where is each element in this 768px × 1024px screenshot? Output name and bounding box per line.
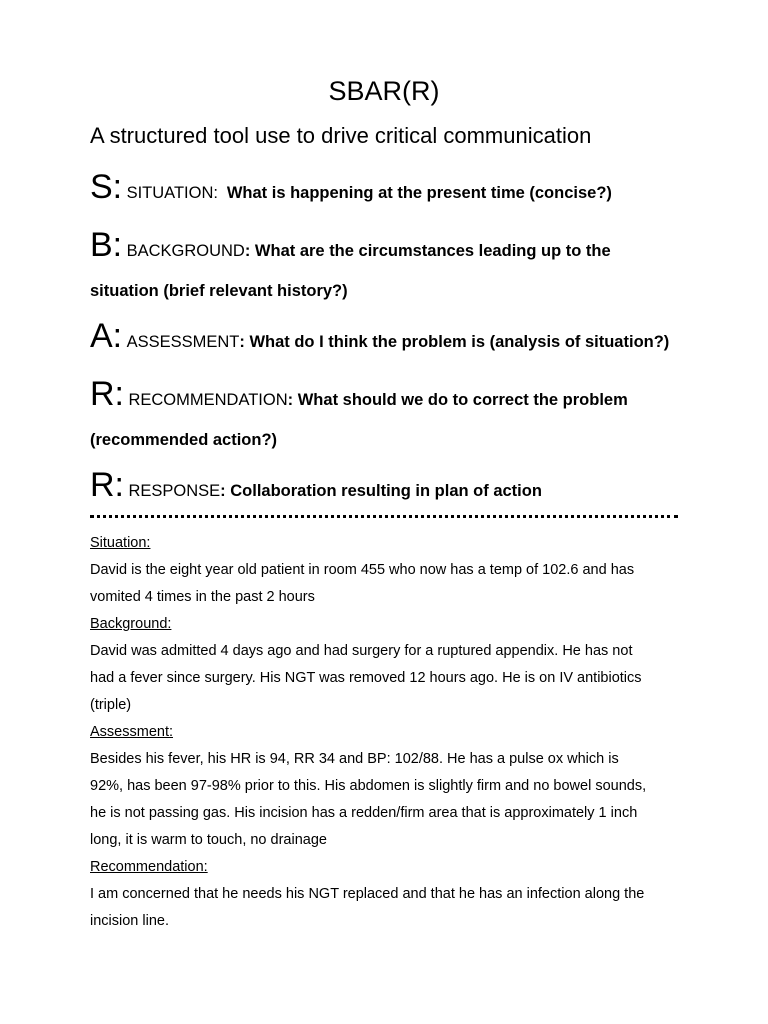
dotted-divider — [90, 515, 678, 518]
sbar-description: What is happening at the present time (concise?) — [226, 184, 612, 202]
sbar-heading: RESPONSE — [128, 482, 221, 500]
example-recommendation-text — [90, 881, 690, 935]
text-line: Besides his fever, his HR is 94, RR 34 and BP: 102/88. He has a pulse ox which is — [90, 751, 619, 767]
sbar-item-recommendation — [90, 374, 690, 460]
text-line: incision line. — [90, 913, 169, 929]
sbar-heading: SITUATION: — [126, 184, 218, 202]
sbar-description: : What should we do to correct the problem — [287, 391, 628, 409]
page-subtitle: A structured tool use to drive critical communication — [90, 123, 592, 148]
page-title: SBAR(R) — [328, 76, 440, 106]
example-assessment-text — [90, 746, 690, 854]
sbar-description: : What are the circumstances leading up to the — [244, 242, 611, 260]
sbar-letter: S: — [90, 168, 123, 206]
text-line: long, it is warm to touch, no drainage — [90, 832, 327, 848]
text-line: had a fever since surgery. His NGT was removed 12 hours ago. He is on IV antibiotics — [90, 670, 642, 686]
example-background-text — [90, 638, 690, 719]
sbar-item-situation — [90, 167, 690, 213]
sbar-letter: B: — [90, 226, 123, 264]
sbar-heading: RECOMMENDATION — [128, 391, 288, 409]
sbar-description-continued: situation (brief relevant history?) — [90, 282, 348, 300]
example-situation-heading: Situation: — [90, 535, 151, 551]
text-line: he is not passing gas. His incision has a redden/firm area that is approximately 1 inch — [90, 805, 638, 821]
sbar-description: : Collaboration resulting in plan of action — [220, 482, 542, 500]
sbar-description-continued: (recommended action?) — [90, 431, 278, 449]
sbar-heading: BACKGROUND — [126, 242, 245, 260]
sbar-letter: A: — [90, 317, 123, 355]
sbar-item-background — [90, 225, 690, 311]
text-line: David is the eight year old patient in room 455 who now has a temp of 102.6 and has — [90, 562, 635, 578]
text-line: (triple) — [90, 697, 132, 713]
sbar-letter: R: — [90, 466, 124, 504]
example-situation-text — [90, 557, 690, 611]
sbar-item-response — [90, 465, 690, 511]
example-recommendation-heading: Recommendation: — [90, 859, 208, 875]
sbar-heading: ASSESSMENT — [126, 333, 240, 351]
text-line: I am concerned that he needs his NGT replaced and that he has an infection along the — [90, 886, 645, 902]
sbar-item-assessment — [90, 316, 690, 362]
sbar-letter: R: — [90, 375, 124, 413]
text-line: vomited 4 times in the past 2 hours — [90, 589, 315, 605]
sbar-description: : What do I think the problem is (analysis of situation?) — [239, 333, 670, 351]
example-background-heading: Background: — [90, 616, 172, 632]
text-line: David was admitted 4 days ago and had surgery for a ruptured appendix. He has not — [90, 643, 633, 659]
text-line: 92%, has been 97-98% prior to this. His abdomen is slightly firm and no bowel sounds, — [90, 778, 647, 794]
example-assessment-heading: Assessment: — [90, 724, 173, 740]
